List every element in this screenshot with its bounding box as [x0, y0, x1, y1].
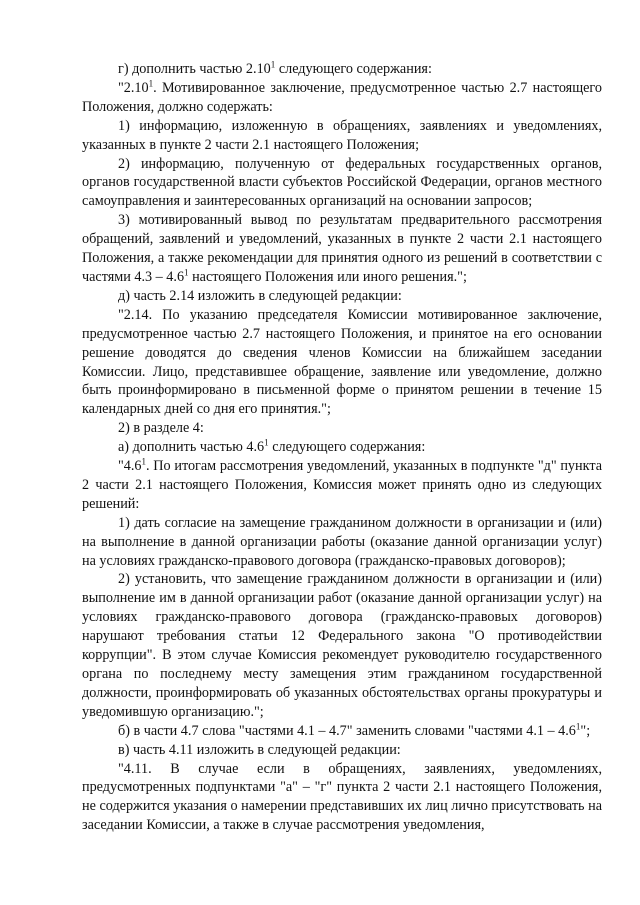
- paragraph-4-6-1: "$4.6^1$. По итогам рассмотрения уведомлений, указанных в подпункте "д" пункта 2 части 2.1 настоящего Положения, Комиссия может принять одно из следующих решений:: [82, 456, 602, 512]
- paragraph-d: д) часть 2.14 изложить в следующей редакции:: [118, 287, 402, 304]
- paragraph-v: в) часть 4.11 изложить в следующей редакции:: [118, 741, 401, 758]
- paragraph-b: б) в части 4.7 слова "частями 4.1 – 4.7" заменить словами "частями $4.1 - 4.6^1$";: [118, 720, 591, 739]
- paragraph-2-14: "2.14. По указанию председателя Комиссии мотивированное заключение, предусмотренное частью 2.7 настоящего Положения, и принятое на его основании решение доводятся до сведения членов Комиссии на ближайшем заседании Комиссии. Лицо, представившее обращение, заявление или уведомление, должно быть проинформировано в письменной форме о принятом решении в течение 15 календарных дней со дня его принятия.";: [82, 306, 602, 418]
- paragraph-decision-1: 1) дать согласие на замещение гражданином должности в организации и (или) на выполнение в данной организации работы (оказание данной организации услуг) на условиях гражданско-правового договора (гражданско-правовых договоров);: [82, 514, 602, 569]
- paragraph-decision-2: 2) установить, что замещение гражданином должности в организации и (или) выполнение им в данной организации работ (оказание данной организации услуг) на условиях гражданско-правового договора (гражданско-правовых договоров) нарушают требования статьи 12 Федерального закона "О противодействии коррупции". В этом случае Комиссия рекомендует руководителю государственного органа по последнему месту замещения этим гражданином государственной должности, проинформировать об указанных обстоятельствах органы прокуратуры и уведомившую организацию.";: [82, 571, 602, 720]
- paragraph-section-4: 2) в разделе 4:: [118, 420, 204, 437]
- paragraph-g: г) дополнить частью 2.10$^1$ следующего содержания:: [118, 59, 432, 77]
- paragraph-4-11: "4.11. В случае если в обращениях, заявлениях, уведомлениях, предусмотренных подпунктами "а" – "г" пункта 2 части 2.1 настоящего Положения, не содержится указания о намерении представивших их лиц лично присутствовать на заседании Комиссии, а также в случае рассмотрения уведомления,: [82, 760, 602, 834]
- paragraph-item-1: 1) информацию, изложенную в обращениях, заявлениях и уведомлениях, указанных в пункте 2 части 2.1 настоящего Положения;: [82, 117, 602, 153]
- paragraph-a: а) дополнить частью $4.6^1$ следующего содержания:: [118, 437, 426, 456]
- paragraph-item-2: 2) информацию, полученную от федеральных государственных органов, органов государственной власти субъектов Российской Федерации, органов местного самоуправления и заинтересованных организаций на основании запросов;: [82, 155, 602, 210]
- paragraph-item-3: 3) мотивированный вывод по результатам предварительного рассмотрения обращений, заявлений и уведомлений, указанных в пункте 2 части 2.1 настоящего Положения, а также рекомендации для принятия одного из решений в соответствии с частями $4.3 - 4.6^1$ настоящего Положения или иного решения.";: [82, 212, 602, 285]
- paragraph-2-10-1: "2.10$^1$. Мотивированное заключение, предусмотренное частью 2.7 настоящего Положения, должно содержать:: [82, 78, 602, 115]
